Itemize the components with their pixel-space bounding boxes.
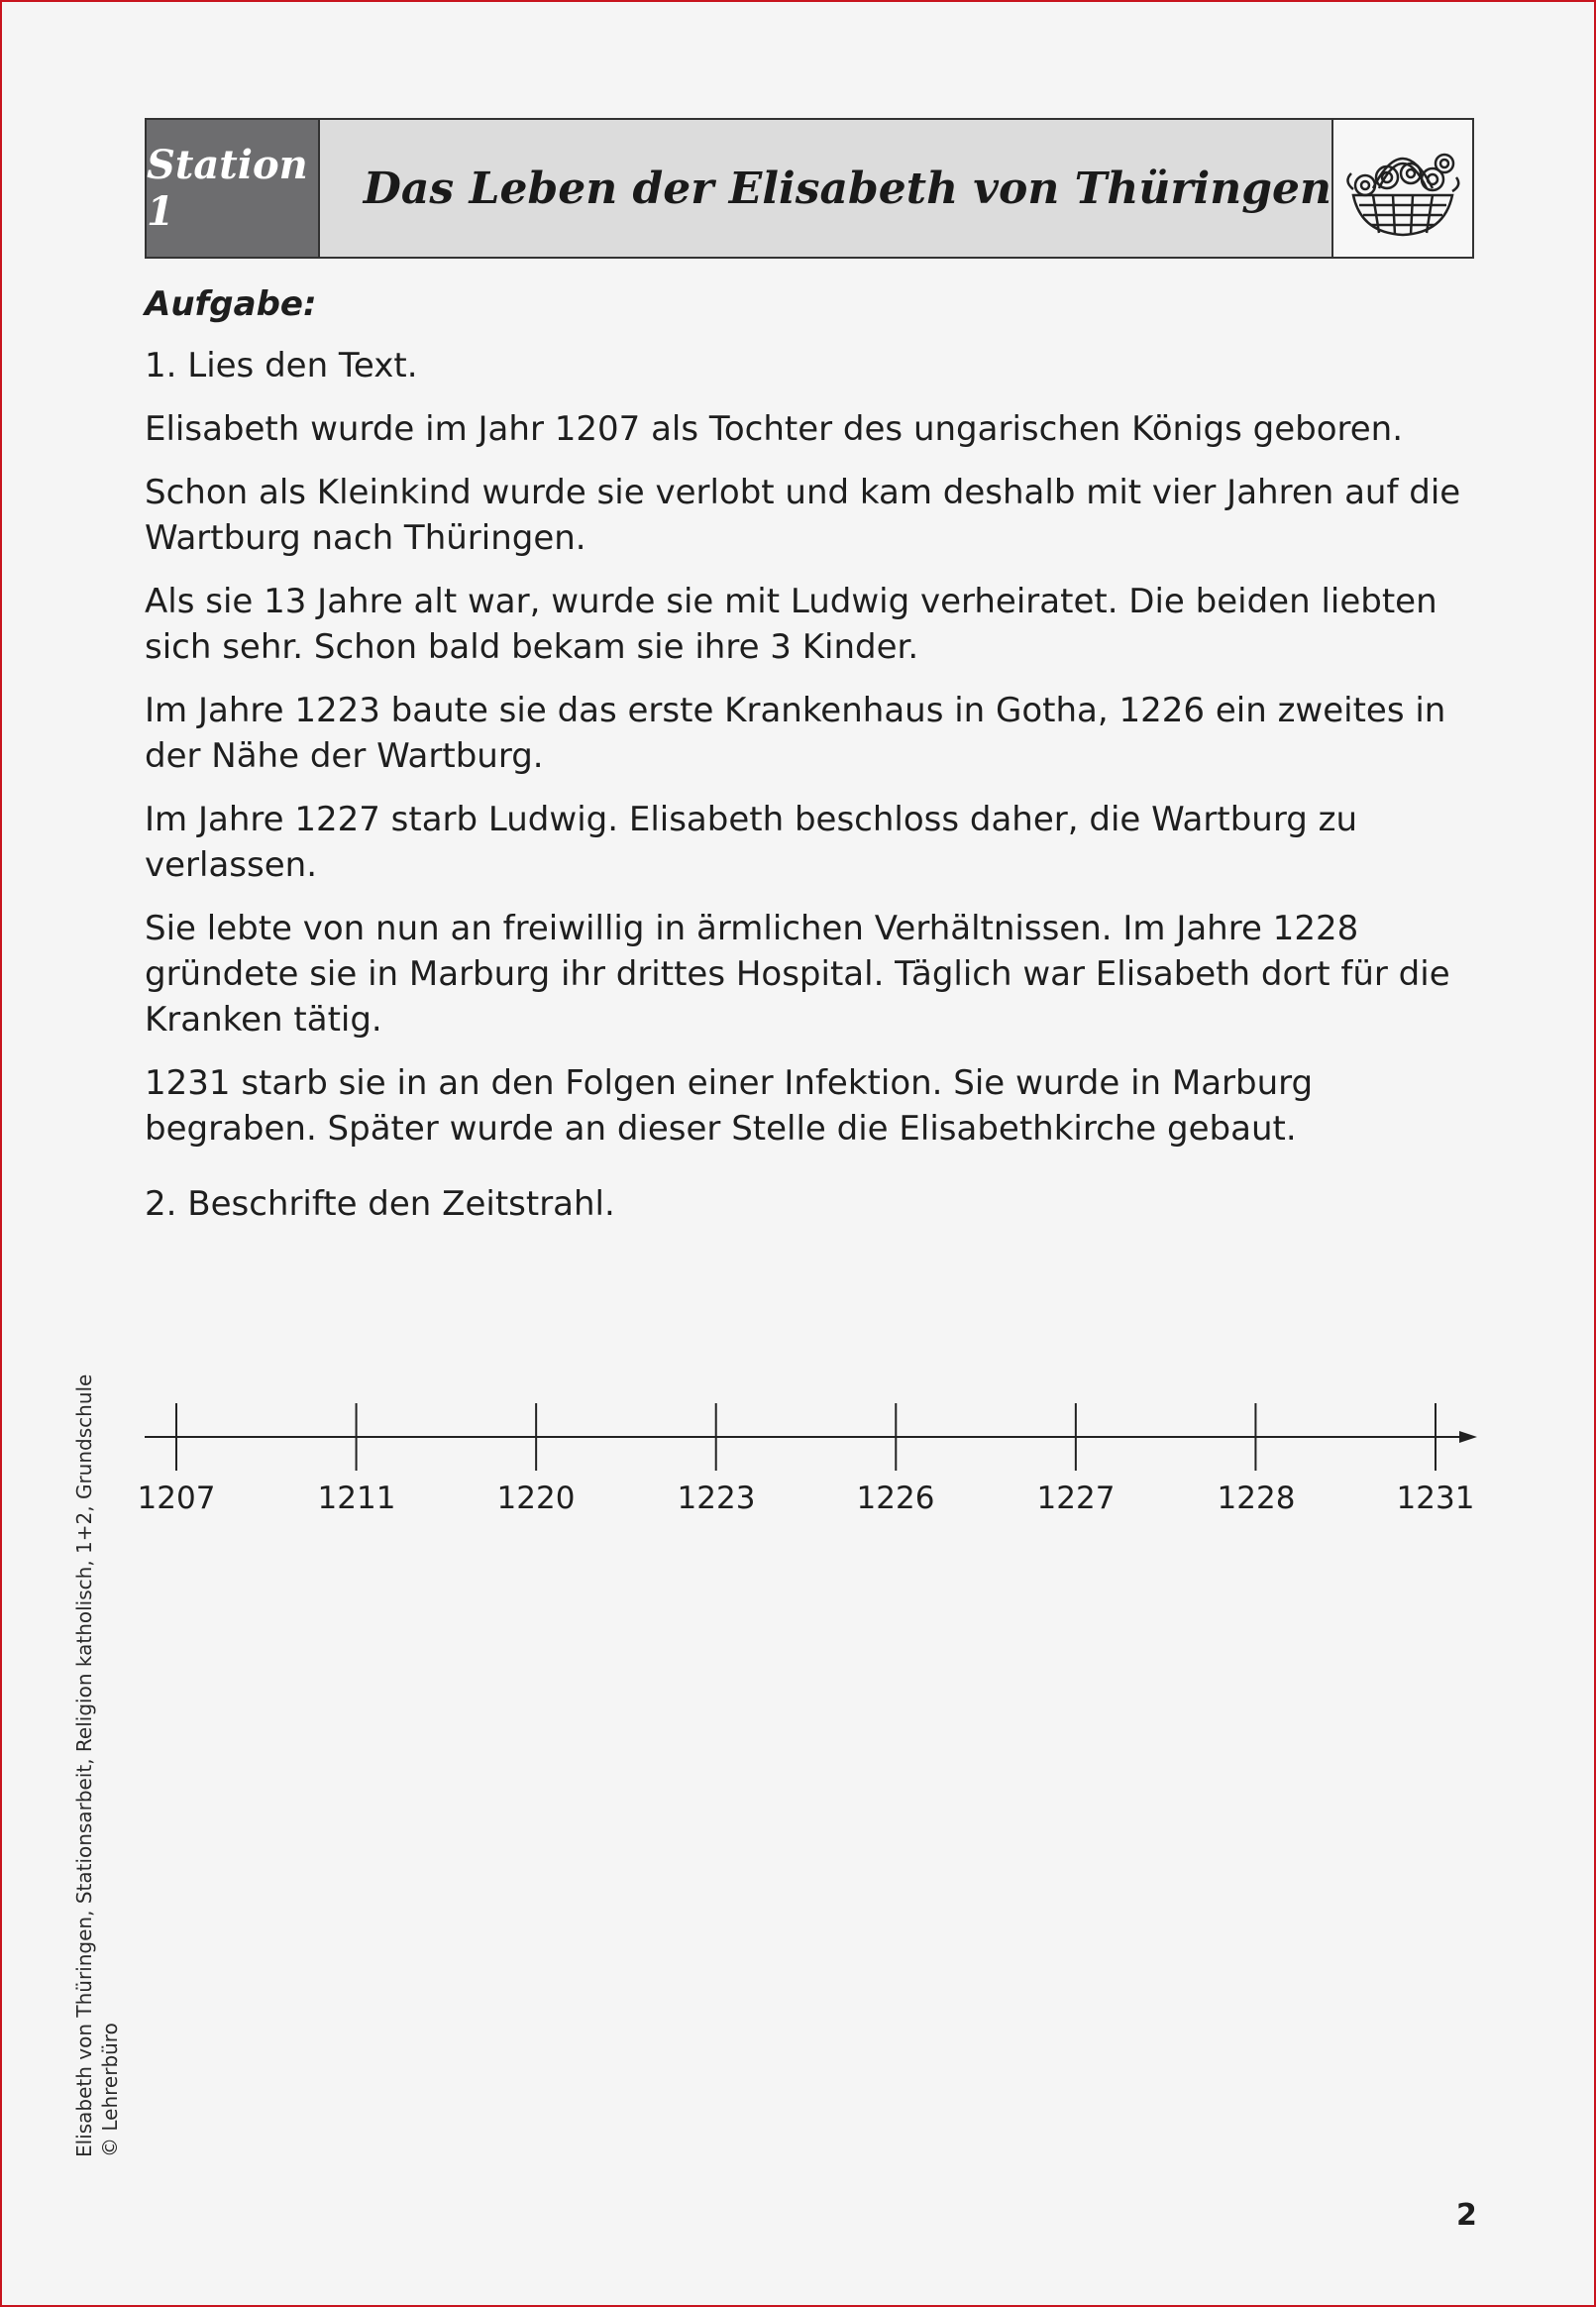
text-paragraph: Im Jahre 1223 baute sie das erste Krankenhaus in Gotha, 1226 ein zweites in der Nähe der Wartburg. [145,691,1446,776]
tick-label: 1227 [1036,1481,1116,1516]
station-label: Station 1 [147,120,320,257]
header-logo [1333,120,1472,257]
text-paragraph: Im Jahre 1227 starb Ludwig. Elisabeth beschloss daher, die Wartburg zu verlassen. [145,800,1357,885]
page-number: 2 [1456,2198,1477,2233]
tick-label: 1231 [1396,1481,1475,1516]
timeline [137,1397,1477,1516]
station-header [145,118,1474,259]
text-paragraph: Sie lebte von nun an freiwillig in ärmlichen Verhältnissen. Im Jahre 1228 gründete sie in Marburg ihr drittes Hospital. Täglich war Elisabeth dort für die Kranken tätig. [145,909,1450,1040]
text-paragraph: Elisabeth wurde im Jahr 1207 als Tochter des ungarischen Königs geboren. [145,409,1404,449]
task-heading: Aufgabe: [145,284,317,324]
timeline-axis [145,1397,1477,1477]
tick-label: 1207 [137,1481,216,1516]
tick-label: 1226 [856,1481,935,1516]
page-title: Das Leben der Elisabeth von Thüringen [320,120,1333,257]
tick-label: 1228 [1217,1481,1296,1516]
text-paragraph: Schon als Kleinkind wurde sie verlobt und kam deshalb mit vier Jahren auf die Wartburg nach Thüringen. [145,473,1461,558]
flower-basket-icon [1333,134,1472,243]
tick-label: 1220 [496,1481,576,1516]
credit-line: Elisabeth von Thüringen, Stationsarbeit, Religion katholisch, 1+2, Grundschule [72,1373,96,2157]
tick-label: 1211 [317,1481,396,1516]
side-credit [71,1374,123,2157]
task-step-1: 1. Lies den Text. [145,346,418,385]
text-paragraph: 1231 starb sie in an den Folgen einer Infektion. Sie wurde in Marburg begraben. Später wurde an dieser Stelle die Elisabethkirche gebaut. [145,1063,1314,1149]
text-paragraph: Als sie 13 Jahre alt war, wurde sie mit Ludwig verheiratet. Die beiden liebten sich sehr. Schon bald bekam sie ihre 3 Kinder. [145,582,1437,667]
copyright-line: © Lehrerbüro [98,2023,122,2157]
task-content [145,281,1477,1245]
task-step-2: 2. Beschrifte den Zeitstrahl. [145,1184,615,1224]
tick-label: 1223 [677,1481,756,1516]
